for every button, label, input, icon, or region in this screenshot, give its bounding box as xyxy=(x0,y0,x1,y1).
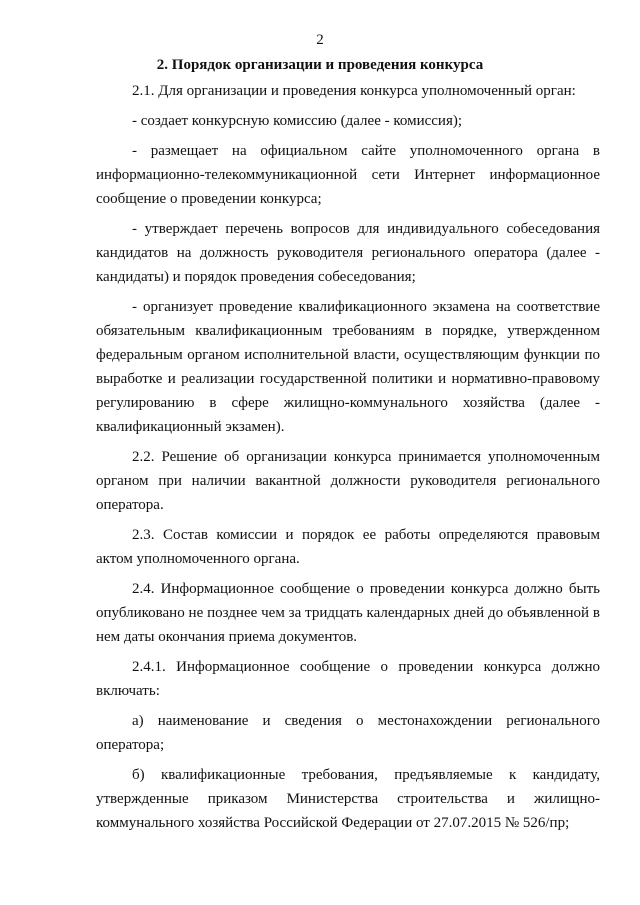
list-item-commission: - создает конкурсную комиссию (далее - комиссия); xyxy=(132,113,463,129)
document-body xyxy=(96,79,600,841)
list-item-a: а) наименование и сведения о местонахождении регионального оператора; xyxy=(96,713,600,753)
paragraph-2-4-1: 2.4.1. Информационное сообщение о проведении конкурса должно включать: xyxy=(96,659,600,699)
section-title: 2. Порядок организации и проведения конкурса xyxy=(156,57,484,73)
list-item-exam: - организует проведение квалификационного экзамена на соответствие обязательным квалификационным требованиям в порядке, утвержденном федеральным органом исполнительной власти, осуществляющим функции по выработке и реализации государственной политики и нормативно-правовому регулированию в сфере жилищно-коммунального хозяйства (далее - квалификационный экзамен). xyxy=(96,299,600,435)
list-item-publish: - размещает на официальном сайте уполномоченного органа в информационно-телекоммуникационной сети Интернет информационное сообщение о проведении конкурса; xyxy=(96,143,600,207)
page-number: 2 xyxy=(316,32,324,48)
list-item-interview: - утверждает перечень вопросов для индивидуального собеседования кандидатов на должность руководителя регионального оператора (далее - кандидаты) и порядок проведения собеседования; xyxy=(96,221,600,285)
paragraph-2-3: 2.3. Состав комиссии и порядок ее работы определяются правовым актом уполномоченного органа. xyxy=(96,527,600,567)
paragraph-2-4: 2.4. Информационное сообщение о проведении конкурса должно быть опубликовано не позднее чем за тридцать календарных дней до объявленной в нем даты окончания приема документов. xyxy=(96,581,600,645)
list-item-b: б) квалификационные требования, предъявляемые к кандидату, утвержденные приказом Министерства строительства и жилищно-коммунального хозяйства Российской Федерации от 27.07.2015 № 526/пр; xyxy=(96,767,600,831)
paragraph-2-1: 2.1. Для организации и проведения конкурса уполномоченный орган: xyxy=(132,83,576,99)
paragraph-2-2: 2.2. Решение об организации конкурса принимается уполномоченным органом при наличии вакантной должности руководителя регионального оператора. xyxy=(96,449,600,513)
